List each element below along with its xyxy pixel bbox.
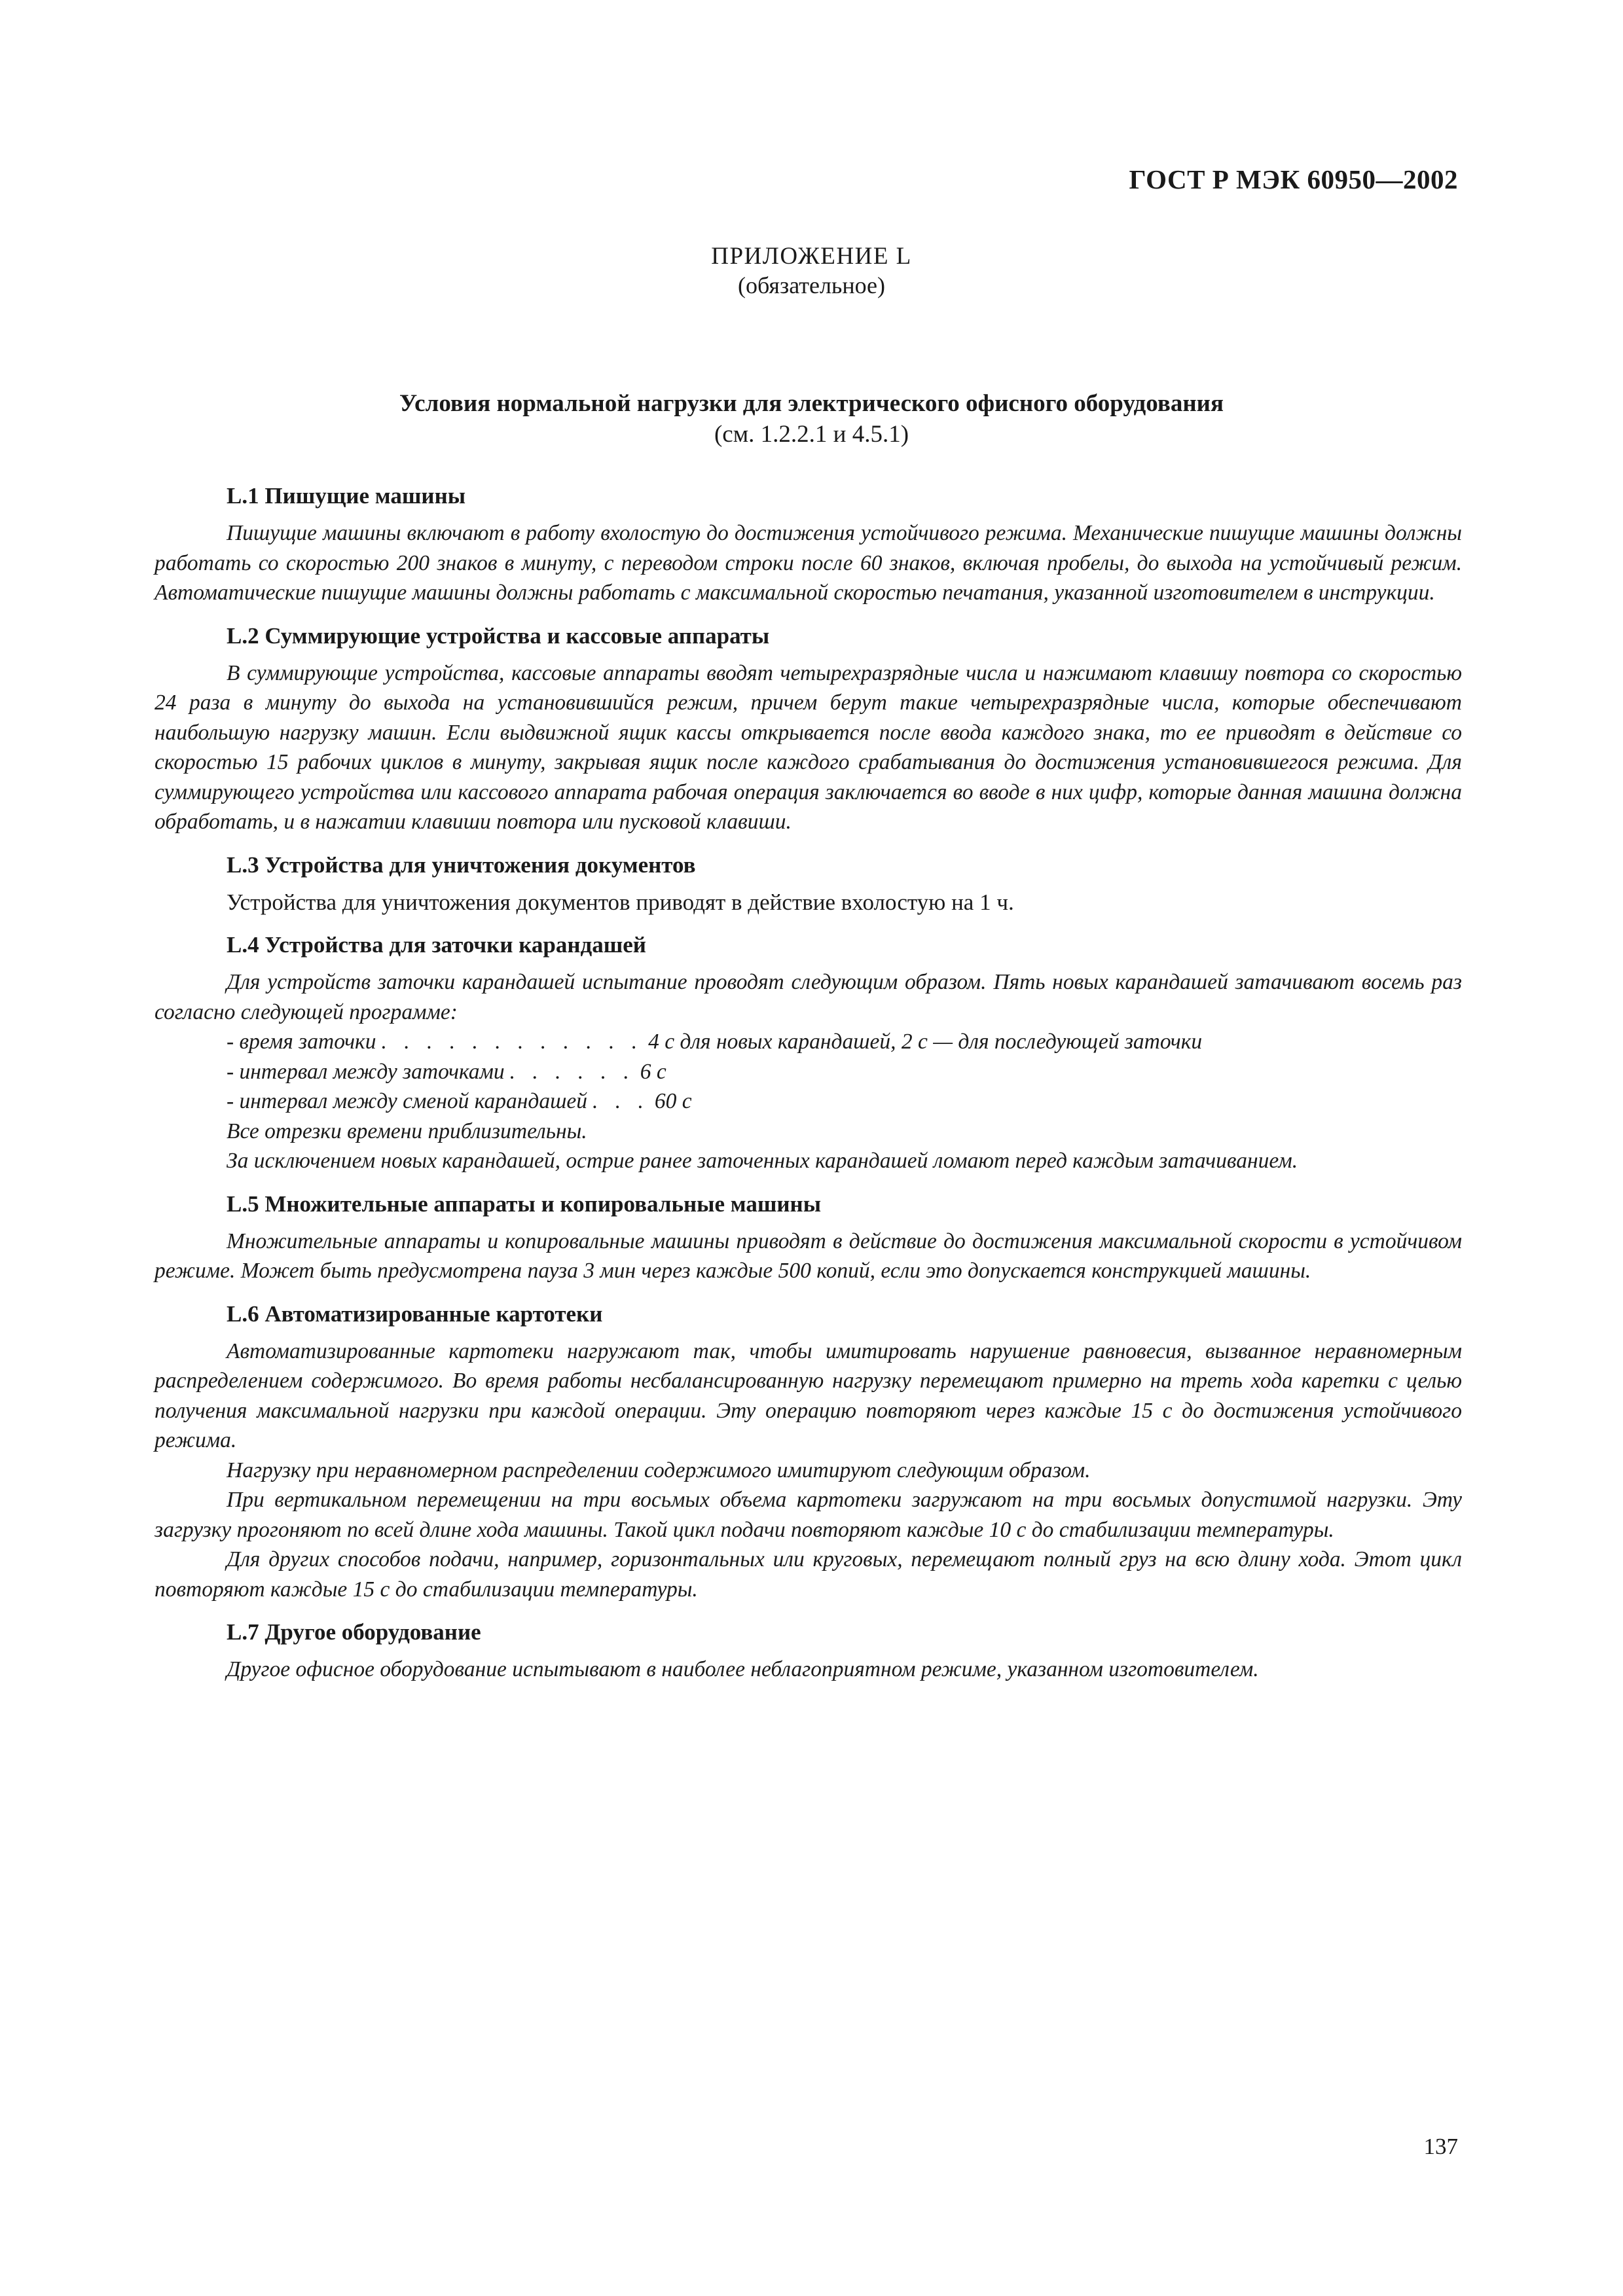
annex-title: ПРИЛОЖЕНИЕ L bbox=[711, 243, 912, 270]
section-l1-paragraph: Пишущие машины включают в работу вхолостую до достижения устойчивого режима. Механические пишущие машины должны работать со скоростью 200 знаков в минуту, с переводом строки после 60 знаков, включая пробелы, до выхода на устойчивый режим. Автоматические пишущие машины должны работать с максимальной скоростью печатания, указанной изготовителем в инструкции. bbox=[155, 521, 1462, 605]
list-item-value: 6 с bbox=[640, 1059, 666, 1084]
section-heading-l5: L.5 Множительные аппараты и копировальные машины bbox=[227, 1191, 822, 1217]
section-l3-paragraph: Устройства для уничтожения документов приводят в действие вхолостую на 1 ч. bbox=[227, 889, 1014, 915]
list-item-value: 60 с bbox=[654, 1089, 692, 1113]
leader-dots: . . . . . . bbox=[509, 1059, 635, 1084]
leader-dots: . . . . . . . . . . . . bbox=[381, 1030, 644, 1054]
page-number: 137 bbox=[1423, 2134, 1458, 2159]
section-l5-paragraph: Множительные аппараты и копировальные машины приводят в действие до достижения максимальной скорости в устойчивом режиме. Может быть предусмотрена пауза 3 мин через каждые 500 копий, если это допускается конструкцией машины. bbox=[155, 1229, 1462, 1283]
section-heading-l2: L.2 Суммирующие устройства и кассовые аппараты bbox=[227, 622, 770, 649]
section-l6-paragraph-2: Нагрузку при неравномерном распределении содержимого имитируют следующим образом. bbox=[227, 1458, 1091, 1482]
list-item-label: - время заточки bbox=[227, 1030, 376, 1054]
document-body bbox=[155, 481, 1462, 1685]
list-item bbox=[227, 1117, 1462, 1147]
section-l6-paragraph-1: Автоматизированные картотеки нагружают так, чтобы имитировать нарушение равновесия, вызванное неравномерным распределением содержимого. Во время работы несбалансированную нагрузку перемещают примерно на треть хода каретки с целью получения максимальной нагрузки при каждой операции. Эту операцию повторяют через каждые 15 с до достижения устойчивого режима. bbox=[155, 1338, 1462, 1452]
section-heading-l4: L.4 Устройства для заточки карандашей bbox=[227, 932, 646, 958]
section-l4-paragraph-2: За исключением новых карандашей, острие ранее заточенных карандашей ломают перед каждым затачиванием. bbox=[227, 1149, 1298, 1173]
section-heading-l7: L.7 Другое оборудование bbox=[227, 1619, 481, 1645]
sharpening-program-list bbox=[155, 1027, 1462, 1146]
section-heading-l6: L.6 Автоматизированные картотеки bbox=[227, 1300, 603, 1327]
list-item-label: - интервал между заточками bbox=[227, 1059, 505, 1084]
section-l7-paragraph: Другое офисное оборудование испытывают в наиболее неблагоприятном режиме, указанном изготовителем. bbox=[227, 1657, 1259, 1681]
main-reference: (см. 1.2.2.1 и 4.5.1) bbox=[714, 421, 909, 448]
section-heading-l1: L.1 Пишущие машины bbox=[227, 483, 466, 509]
section-l2-paragraph: В суммирующие устройства, кассовые аппараты вводят четырехразрядные числа и нажимают клавишу повтора со скоростью 24 раза в минуту до выхода на установившийся режим, причем берут такие четырехразрядные числа, которые обеспечивают наибольшую нагрузку машин. Если выдвижной ящик кассы открывается после ввода каждого знака, то ее приводят в действие со скоростью 15 рабочих циклов в минуту, закрывая ящик после каждого срабатывания до достижения установившегося режима. Для суммирующего устройства или кассового аппарата рабочая операция заключается во вводе в них цифр, которые данная машина должна обработать, и в нажатии клавиши повтора или пусковой клавиши. bbox=[155, 660, 1462, 834]
section-l4-paragraph: Для устройств заточки карандашей испытание проводят следующим образом. Пять новых карандашей затачивают восемь раз согласно следующей программе: bbox=[155, 970, 1462, 1024]
list-item bbox=[227, 1057, 1462, 1087]
note-text: Все отрезки времени приблизительны. bbox=[227, 1119, 587, 1143]
leader-dots: . . . bbox=[593, 1089, 649, 1113]
section-l6-paragraph-3: При вертикальном перемещении на три восьмых объема картотеки загружают на три восьмых допустимой нагрузки. Эту загрузку прогоняют по всей длине хода машины. Такой цикл подачи повторяют каждые 10 с до стабилизации температуры. bbox=[155, 1488, 1462, 1542]
main-title: Условия нормальной нагрузки для электрического офисного оборудования bbox=[399, 390, 1224, 417]
list-item bbox=[227, 1027, 1462, 1057]
list-item-label: - интервал между сменой карандашей bbox=[227, 1089, 587, 1113]
document-id: ГОСТ Р МЭК 60950—2002 bbox=[1129, 164, 1458, 194]
section-heading-l3: L.3 Устройства для уничтожения документов bbox=[227, 852, 696, 878]
section-l6-paragraph-4: Для других способов подачи, например, горизонтальных или круговых, перемещают полный груз на всю длину хода. Этот цикл повторяют каждые 15 с до стабилизации температуры. bbox=[155, 1547, 1462, 1602]
annex-status: (обязательное) bbox=[738, 272, 885, 298]
list-item-value: 4 с для новых карандашей, 2 с — для последующей заточки bbox=[648, 1030, 1203, 1054]
list-item bbox=[227, 1086, 1462, 1117]
